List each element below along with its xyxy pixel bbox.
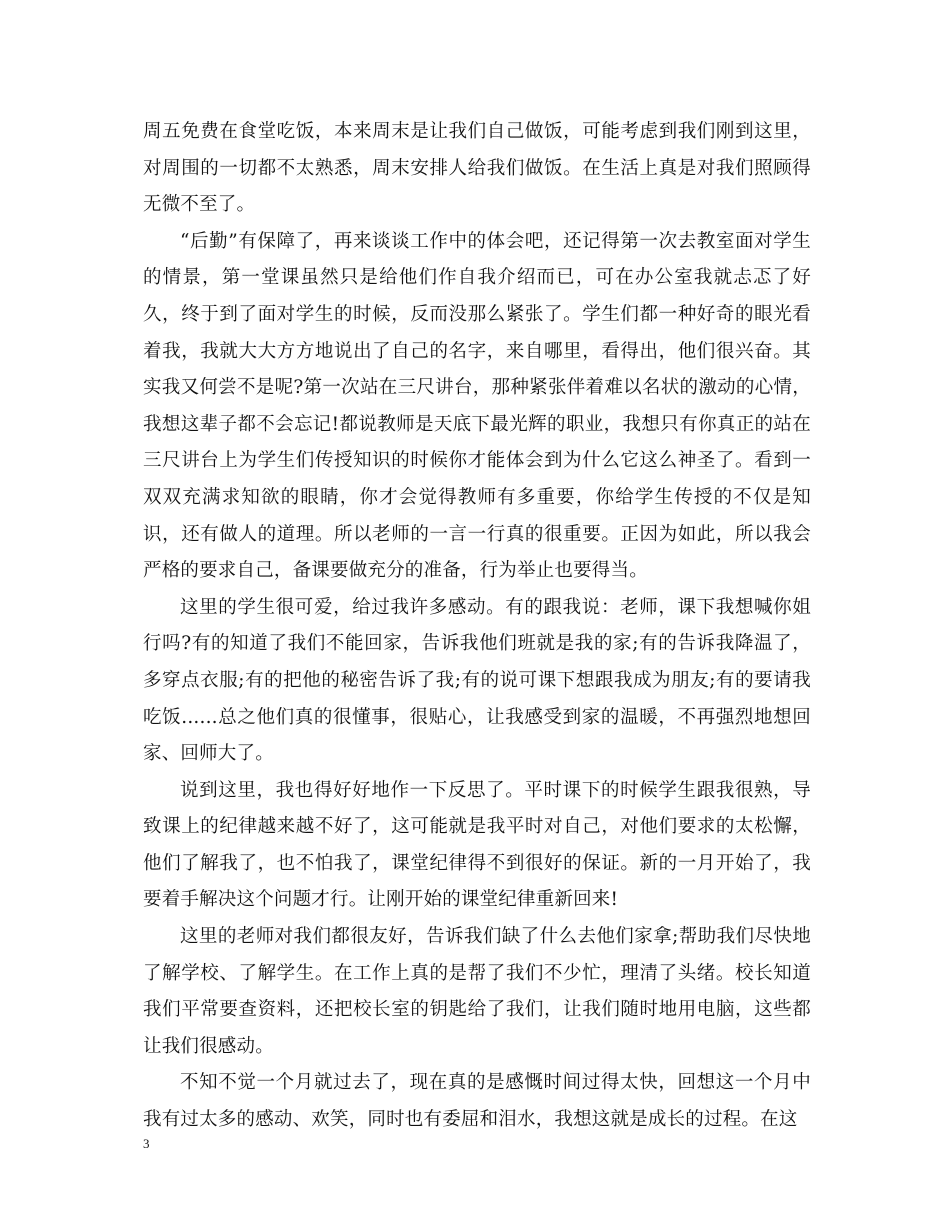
- paragraph-6: 不知不觉一个月就过去了，现在真的是感慨时间过得太快，回想这一个月中我有过太多的感动、欢笑，同时也有委屈和泪水，我想这就是成长的过程。在这: [143, 1072, 811, 1131]
- paragraph-5: 这里的老师对我们都很友好，告诉我们缺了什么去他们家拿;帮助我们尽快地了解学校、了解学生。在工作上真的是帮了我们不少忙，理清了头绪。校长知道我们平常要查资料，还把校长室的钥匙给了我们，让我们随时地用电脑，这些都让我们很感动。: [143, 926, 811, 1057]
- paragraph-3: 这里的学生很可爱，给过我许多感动。有的跟我说：老师，课下我想喊你姐行吗?有的知道了我们不能回家，告诉我他们班就是我的家;有的告诉我降温了，多穿点衣服;有的把他的秘密告诉了我;有的说可课下想跟我成为朋友;有的要请我吃饭......总之他们真的很懂事，很贴心，让我感受到家的温暖，不再强烈地想回家、回师大了。: [143, 596, 811, 765]
- paragraph-1: 周五免费在食堂吃饭，本来周末是让我们自己做饭，可能考虑到我们刚到这里，对周围的一切都不太熟悉，周末安排人给我们做饭。在生活上真是对我们照顾得无微不至了。: [143, 121, 811, 216]
- page-number: 3: [143, 1136, 150, 1151]
- paragraph-2: “后勤”有保障了，再来谈谈工作中的体会吧，还记得第一次去教室面对学生的情景，第一堂课虽然只是给他们作自我介绍而已，可在办公室我就忐忑了好久，终于到了面对学生的时候，反而没那么紧张了。学生们都一种好奇的眼光看着我，我就大大方方地说出了自己的名字，来自哪里，看得出，他们很兴奋。其实我又何尝不是呢?第一次站在三尺讲台，那种紧张伴着难以名状的激动的心情，我想这辈子都不会忘记!都说教师是天底下最光辉的职业，我想只有你真正的站在三尺讲台上为学生们传授知识的时候你才能体会到为什么它这么神圣了。看到一双双充满求知欲的眼睛，你才会觉得教师有多重要，你给学生传授的不仅是知识，还有做人的道理。所以老师的一言一行真的很重要。正因为如此，所以我会严格的要求自己，备课要做充分的准备，行为举止也要得当。: [143, 230, 811, 582]
- paragraph-4: 说到这里，我也得好好地作一下反思了。平时课下的时候学生跟我很熟，导致课上的纪律越来越不好了，这可能就是我平时对自己，对他们要求的太松懈，他们了解我了，也不怕我了，课堂纪律得不到很好的保证。新的一月开始了，我要着手解决这个问题才行。让刚开始的课堂纪律重新回来!: [143, 779, 811, 911]
- page-body: [143, 114, 811, 1139]
